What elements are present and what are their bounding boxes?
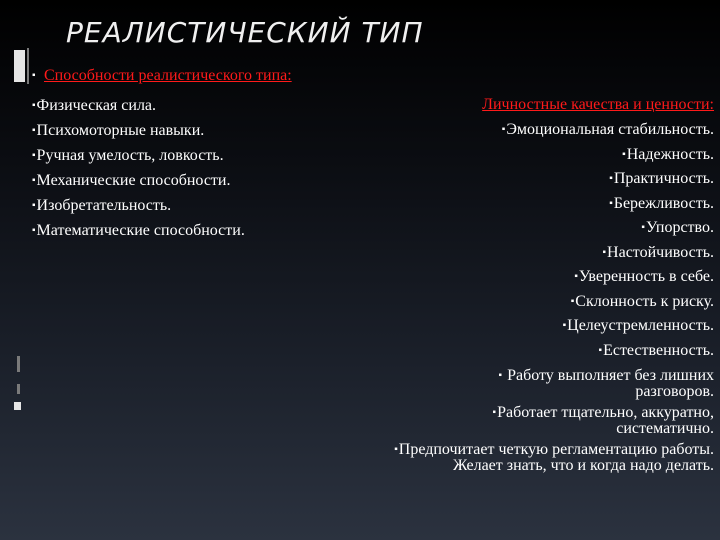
list-item: ▪Целеустремленность.: [562, 317, 714, 334]
decorative-line-top: [27, 48, 29, 84]
bullet-icon: ▪: [609, 197, 613, 209]
list-item: ▪Настойчивость.: [602, 243, 714, 261]
abilities-heading: ▪ Способности реалистического типа:: [32, 67, 292, 84]
bullet-icon: ▪: [32, 100, 36, 111]
bullet-icon: ▪: [492, 407, 497, 418]
decorative-bar-bottom: [14, 402, 21, 410]
bullet-icon: ▪: [609, 173, 613, 184]
bullet-icon: ▪: [641, 222, 645, 233]
decorative-line-mid: [17, 356, 20, 372]
decorative-bar-top: [14, 50, 25, 82]
bullet-icon: ▪: [598, 344, 603, 356]
list-item: ▪Физическая сила.: [32, 97, 157, 114]
list-item: ▪Ручная умелость, ловкость.: [32, 147, 224, 164]
list-item: ▪Практичность.: [609, 170, 714, 187]
list-item: ▪Работает тщательно, аккуратно, систематично.: [492, 404, 714, 437]
bullet-icon: ▪: [562, 320, 567, 331]
list-item: ▪Упорство.: [641, 219, 714, 236]
slide-title: РЕАЛИСТИЧЕСКИЙ ТИП: [66, 16, 424, 49]
list-item: ▪Надежность.: [622, 145, 714, 163]
bullet-icon: ▪: [574, 271, 578, 282]
list-item: ▪Изобретательность.: [32, 197, 172, 214]
list-item: ▪Склонность к риску.: [570, 292, 714, 310]
bullet-icon: ▪: [32, 70, 36, 81]
bullet-icon: ▪: [501, 124, 506, 135]
bullet-icon: ▪: [32, 200, 36, 211]
abilities-list: [32, 68, 352, 243]
list-item: ▪Механические способности.: [32, 172, 231, 189]
decorative-line-low: [17, 384, 20, 394]
list-item: ▪Математические способности.: [32, 222, 245, 239]
list-item: ▪Бережливость.: [609, 194, 714, 212]
bullet-icon: ▪: [498, 370, 503, 381]
list-item: ▪Предпочитает четкую регламентацию работы. Желает знать, что и когда надо делать.: [394, 441, 714, 474]
list-item: ▪ Работу выполняет без лишних разговоров.: [498, 367, 714, 400]
bullet-icon: ▪: [602, 246, 607, 258]
list-item: ▪Эмоциональная стабильность.: [501, 121, 714, 138]
bullet-icon: ▪: [32, 150, 36, 161]
qualities-heading: Личностные качества и ценности:: [482, 96, 714, 113]
list-item: ▪Естественность.: [598, 341, 714, 359]
bullet-icon: ▪: [394, 444, 398, 455]
bullet-icon: ▪: [32, 175, 36, 186]
bullet-icon: ▪: [622, 148, 626, 160]
bullet-icon: ▪: [32, 225, 36, 236]
bullet-icon: ▪: [32, 125, 36, 136]
list-item: ▪Психомоторные навыки.: [32, 122, 205, 139]
bullet-icon: ▪: [570, 295, 575, 307]
list-item: ▪Уверенность в себе.: [574, 268, 714, 285]
qualities-list: [374, 96, 714, 477]
